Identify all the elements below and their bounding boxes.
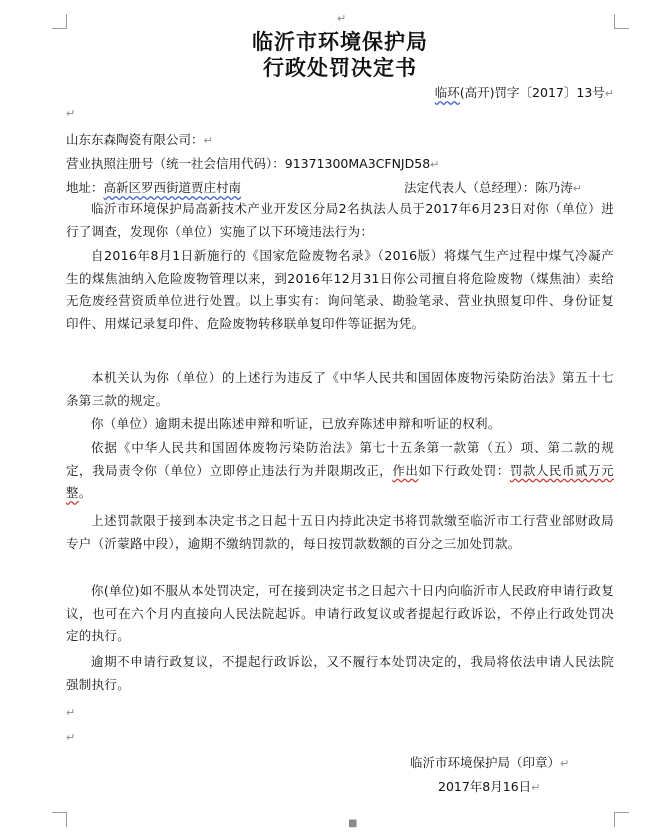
- paragraph-appeal: 你(单位)如不服从本处罚决定，可在接到决定书之日起六十日内向临沂市人民政府申请行政复议，也可在六个月内直接向人民法院起诉。申请行政复议或者提起行政诉讼，不停止行政处罚决定的执行。: [66, 583, 614, 643]
- penalty-amount: 罚款人民币贰万元整: [66, 462, 614, 500]
- page-bottom-mark: ■: [348, 818, 358, 829]
- paragraph-payment: 上述罚款限于接到本决定书之日起十五日内持此决定书将罚款缴至临沂市工行营业部财政局专户（沂蒙路中段），逾期不缴纳罚款的，每日按罚款数额的百分之三加处罚款。: [66, 513, 614, 551]
- business-license: 营业执照注册号（统一社会信用代码）：91371300MA3CFNJD58↵: [66, 156, 440, 171]
- document-title-line1: 临沂市环境保护局: [252, 29, 428, 54]
- paragraph-mark: ↵: [337, 12, 347, 25]
- doc-number-rest: (高开)罚字〔2017〕13号: [459, 85, 605, 100]
- address-label: 地址：: [66, 180, 104, 195]
- paragraph-hearing: 你（单位）逾期未提出陈述申辩和听证，已放弃陈述申辩和听证的权利。: [91, 416, 501, 431]
- page-corner-top-right: [614, 14, 629, 29]
- document-number: [435, 83, 614, 101]
- paragraph-violation: 本机关认为你（单位）的上述行为违反了《中华人民共和国固体废物污染防治法》第五十七条第三款的规定。: [66, 370, 614, 408]
- legal-representative: 法定代表人（总经理）：陈乃涛↵: [404, 180, 582, 195]
- signature: 临沂市环境保护局（印章）↵: [410, 755, 570, 770]
- issue-date: 2017年8月16日↵: [438, 779, 541, 794]
- paragraph-facts: 自2016年8月1日新施行的《国家危险废物名录》（2016版）将煤气生产过程中煤气冷凝产生的煤焦油纳入危险废物管理以来，到2016年12月31日你公司擅自将危险废物（煤焦油）卖给无危废经营资质单位进行处置。以上事实有：询问笔录、勘验笔录、营业执照复印件、身份证复印件、用煤记录复印件、危险废物转移联单复印件等证据为凭。: [66, 248, 614, 331]
- paragraph-mark: ↵: [66, 107, 76, 120]
- page-corner-bottom-right: [614, 812, 629, 827]
- address-value: 高新区罗西街道贾庄村南: [103, 180, 242, 195]
- page-corner-bottom-left: [52, 812, 67, 827]
- document-title-line2: 行政处罚决定书: [263, 55, 417, 80]
- paragraph-enforcement: 逾期不申请行政复议，不提起行政诉讼，又不履行本处罚决定的，我局将依法申请人民法院强制执行。: [66, 654, 614, 692]
- paragraph-mark: ↵: [66, 731, 76, 744]
- paragraph-penalty: 依据《中华人民共和国固体废物污染防治法》第七十五条第一款第（五）项、第二款的规定，我局责令你（单位）立即停止违法行为并限期改正，作出如下行政处罚：罚款人民币贰万元整。: [66, 440, 614, 500]
- paragraph-mark: ↵: [66, 706, 76, 719]
- address-line: [66, 180, 614, 196]
- paragraph-mark: ↵: [604, 87, 614, 100]
- penalty-verb: 作出: [392, 462, 419, 478]
- doc-number-prefix: 临环: [434, 85, 460, 100]
- page-corner-top-left: [52, 14, 67, 29]
- addressee: 山东东森陶瓷有限公司：↵: [66, 132, 213, 147]
- paragraph-investigation: 临沂市环境保护局高新技术产业开发区分局2名执法人员于2017年6月23日对你（单位）进行了调查，发现你（单位）实施了以下环境违法行为：: [66, 201, 614, 239]
